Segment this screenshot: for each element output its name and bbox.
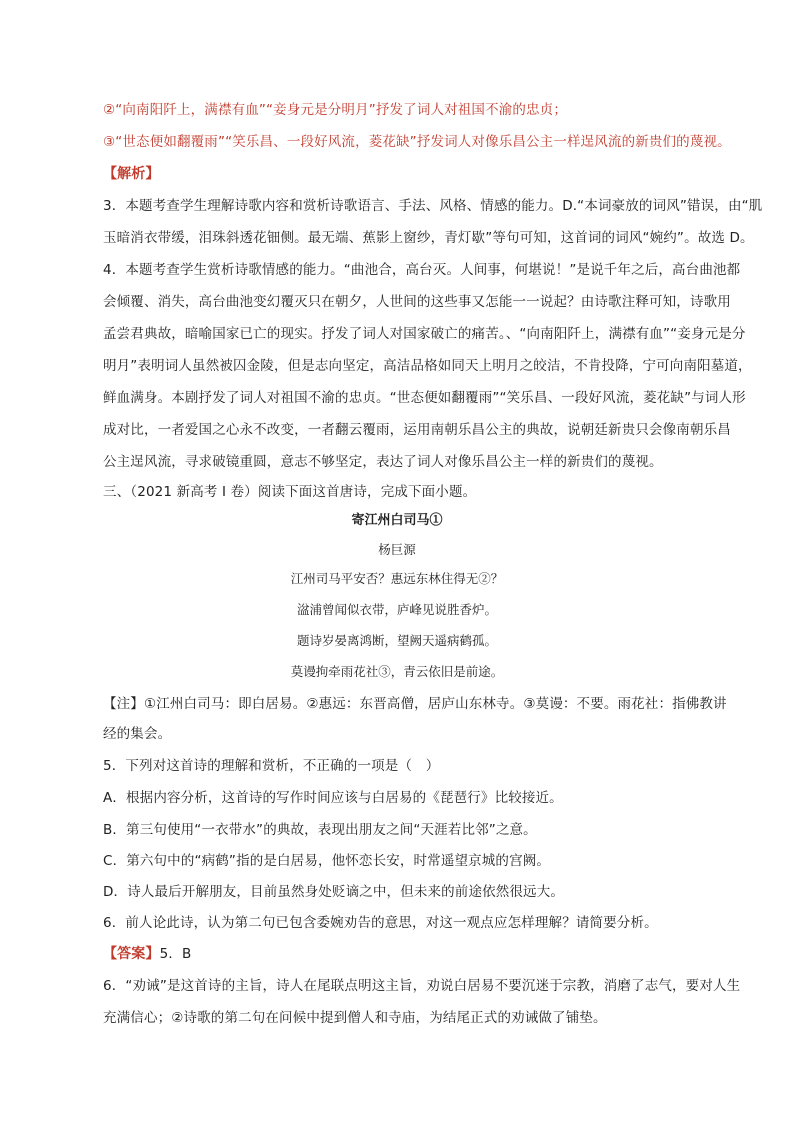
poem-line-4: 莫谩拘牵雨花社③，青云依旧是前途。 bbox=[290, 664, 504, 679]
analysis-q4-line-5: 鲜血满身。本剧抒发了词人对祖国不渝的忠贞。“世态便如翻覆雨”“笑乐昌、一段好风流，菱花缺”与词人形 bbox=[103, 390, 746, 406]
answer-q5: 5．B bbox=[159, 946, 192, 962]
option-a: A．根据内容分析，这首诗的写作时间应该与白居易的《琵琶行》比较接近。 bbox=[103, 790, 563, 806]
question-5: 5．下列对这首诗的理解和赏析，不正确的一项是（ ） bbox=[103, 758, 440, 774]
analysis-q3-line-2: 玉暗消衣带缓，泪珠斜透花钿侧。最无端、蕉影上窗纱，青灯歇”等句可知，这首词的词风“婉约”。故选 D。 bbox=[103, 230, 754, 246]
analysis-q4-line-7: 公主逞风流，寻求破镜重圆，意志不够坚定，表达了词人对像乐昌公主一样的新贵们的蔑视。 bbox=[103, 454, 663, 470]
answer-row bbox=[103, 944, 723, 964]
notes-line-1: 【注】①江州白司马：即白居易。②惠远：东晋高僧，居庐山东林寺。③莫谩：不要。雨花社：指佛教讲 bbox=[103, 696, 727, 712]
answer-q6-line-2: 充满信心；②诗歌的第二句在问候中提到僧人和寺庙，为结尾正式的劝诫做了铺垫。 bbox=[103, 1010, 607, 1026]
notes-line-2: 经的集会。 bbox=[103, 726, 172, 742]
option-d: D．诗人最后开解朋友，目前虽然身处贬谪之中，但未来的前途依然很远大。 bbox=[103, 884, 564, 900]
poem-line-3: 题诗岁晏离鸿断，望阙天遥病鹤孤。 bbox=[296, 633, 497, 648]
answer-q6-line-1: 6．“劝诫”是这首诗的主旨，诗人在尾联点明这主旨，劝说白居易不要沉迷于宗教，消磨了志气，要对人生 bbox=[103, 978, 741, 994]
poem-line-1: 江州司马平安否？惠远东林住得无②？ bbox=[290, 571, 504, 586]
analysis-q4-line-1: 4．本题考查学生赏析诗歌情感的能力。“曲池合，高台灭。人间事，何堪说！”是说千年之后，高台曲池都 bbox=[103, 262, 741, 278]
poem-author: 杨巨源 bbox=[378, 542, 416, 557]
section-three-heading: 三、（2021 新高考 I 卷）阅读下面这首唐诗，完成下面小题。 bbox=[103, 484, 477, 500]
analysis-q4-line-6: 成对比，一者爱国之心永不改变，一者翻云覆雨，运用南朝乐昌公主的典故，说朝廷新贵只会像南朝乐昌 bbox=[103, 422, 731, 438]
analysis-q3-line-1: 3．本题考查学生理解诗歌内容和赏析诗歌语言、手法、风格、情感的能力。D.“本词豪放的词风”错误，由“肌 bbox=[103, 198, 763, 214]
analysis-q4-line-3: 孟尝君典故，暗喻国家已亡的现实。抒发了词人对国家破亡的痛苦。、“向南阳阡上，满襟有血”“妾身元是分 bbox=[103, 326, 746, 342]
poem-line-2: 湓浦曾闻似衣带，庐峰见说胜香炉。 bbox=[296, 602, 497, 617]
answer-point-3: ③“世态便如翻覆雨”“笑乐昌、一段好风流，菱花缺”抒发词人对像乐昌公主一样逞风流的新贵们的蔑视。 bbox=[103, 134, 731, 150]
answer-point-2: ②“向南阳阡上，满襟有血”“妾身元是分明月”抒发了词人对祖国不渝的忠贞； bbox=[103, 102, 567, 118]
option-c: C．第六句中的“病鹤”指的是白居易，他怀恋长安，时常遥望京城的宫阙。 bbox=[103, 853, 551, 869]
analysis-q4-line-2: 会倾覆、消失，高台曲池变幻覆灭只在朝夕，人世间的这些事又怎能一一说起？由诗歌注释可知，诗歌用 bbox=[103, 294, 731, 310]
answer-heading: 【答案】 bbox=[103, 946, 160, 962]
option-b: B．第三句使用“一衣带水”的典故，表现出朋友之间“天涯若比邻”之意。 bbox=[103, 822, 537, 838]
question-6: 6．前人论此诗，认为第二句已包含委婉劝告的意思，对这一观点应怎样理解？请简要分析。 bbox=[103, 915, 658, 931]
poem-title: 寄江州白司马① bbox=[351, 513, 443, 528]
analysis-q4-line-4: 明月”表明词人虽然被囚金陵，但是志向坚定，高洁品格如同天上明月之皎洁，不肯投降，宁可向南阳墓道， bbox=[103, 358, 752, 374]
analysis-heading: 【解析】 bbox=[103, 166, 160, 182]
